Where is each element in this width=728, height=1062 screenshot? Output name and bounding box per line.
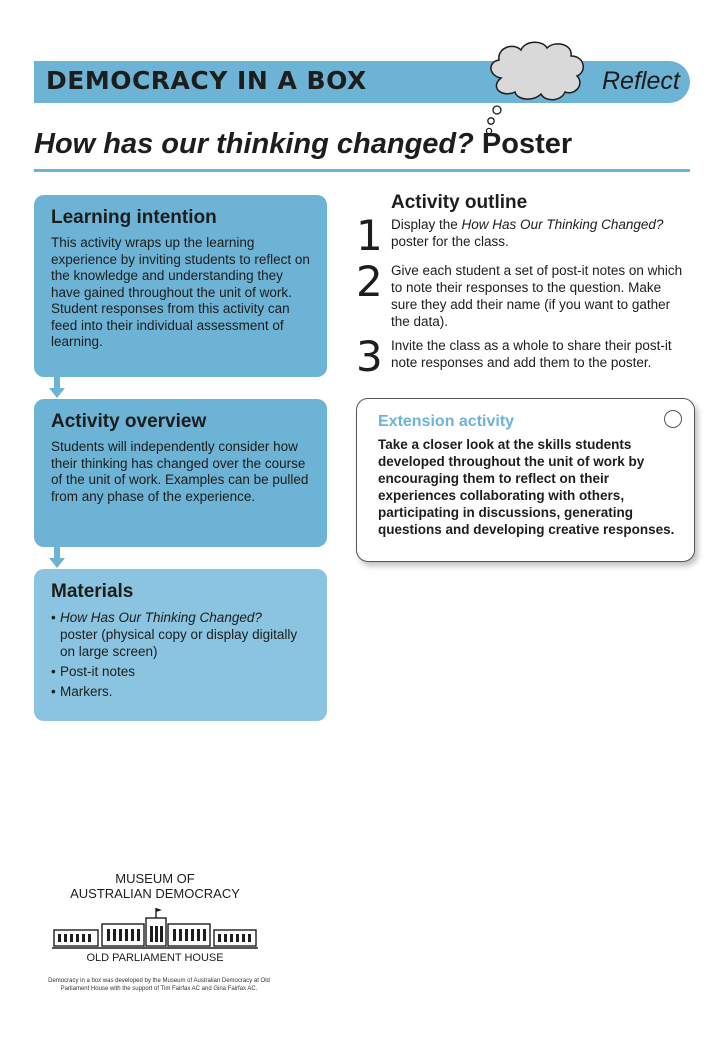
materials-item1-rest: poster (physical copy or display digitally on large screen) xyxy=(60,627,298,659)
page-title-italic: How has our thinking changed? xyxy=(34,128,474,160)
activity-overview-body: Students will independently consider how their thinking has changed over the course of the unit of work. Examples can be pulled from any phase of the experience. xyxy=(51,439,309,504)
page-title-plain: Poster xyxy=(473,128,573,160)
activity-overview-heading: Activity overview xyxy=(51,411,207,432)
series-title: DEMOCRACY IN A BOX xyxy=(46,66,367,95)
credit-footnote: Democracy in a box was developed by the Museum of Australian Democracy at Old Parliament House with the support of Tim Fairfax AC and Gina Fairfax AC. xyxy=(48,978,270,992)
step-number: 1 xyxy=(356,211,383,260)
materials-card xyxy=(34,569,327,721)
activity-outline-heading: Activity outline xyxy=(391,192,528,213)
stage-label: Reflect xyxy=(602,67,680,95)
step-text-pre: Display the xyxy=(391,217,462,232)
learning-intention-card xyxy=(34,195,327,377)
materials-heading: Materials xyxy=(51,581,134,602)
arrow-down-icon xyxy=(49,547,65,569)
step-text xyxy=(391,216,691,250)
list-item: • Markers. xyxy=(51,683,311,700)
step-number: 3 xyxy=(356,332,383,381)
parliament-house-icon xyxy=(52,904,258,950)
page-title xyxy=(34,128,572,161)
learning-intention-body: This activity wraps up the learning experience by inviting students to reflect on the knowledge and understanding they have gained throughout the unit of work. Student responses from this activity can feed into their individual assessment of learning. xyxy=(51,235,310,349)
materials-item1-italic: How Has Our Thinking Changed? xyxy=(60,610,262,625)
list-item xyxy=(51,609,311,660)
title-divider xyxy=(34,169,690,172)
list-item: • Post-it notes xyxy=(51,663,311,680)
extension-activity-card xyxy=(356,398,695,562)
step-text: Invite the class as a whole to share their post-it note responses and add them to the poster. xyxy=(391,338,672,370)
tag-hole-icon xyxy=(664,410,682,428)
materials-list xyxy=(51,609,311,700)
logo-text-line3: OLD PARLIAMENT HOUSE xyxy=(86,952,224,964)
extension-body: Take a closer look at the skills students developed throughout the unit of work by encouraging them to reflect on their experiences collaborating with others, participating in discussions, generating questions and developing creative responses. xyxy=(378,437,675,537)
logo-text-line1: MUSEUM OF xyxy=(115,871,195,886)
thought-cloud-icon xyxy=(483,38,593,138)
step-text: Give each student a set of post-it notes on which to note their responses to the question. Make sure they add their name (if you want to gather the data). xyxy=(391,263,683,329)
step-text-post: poster for the class. xyxy=(391,234,509,249)
activity-overview-card xyxy=(34,399,327,547)
learning-intention-heading: Learning intention xyxy=(51,207,217,228)
step-text-italic: How Has Our Thinking Changed? xyxy=(461,217,664,232)
logo-text-line2: AUSTRALIAN DEMOCRACY xyxy=(70,886,240,901)
arrow-down-icon xyxy=(49,377,65,399)
extension-heading: Extension activity xyxy=(378,413,515,430)
step-number: 2 xyxy=(356,257,383,306)
